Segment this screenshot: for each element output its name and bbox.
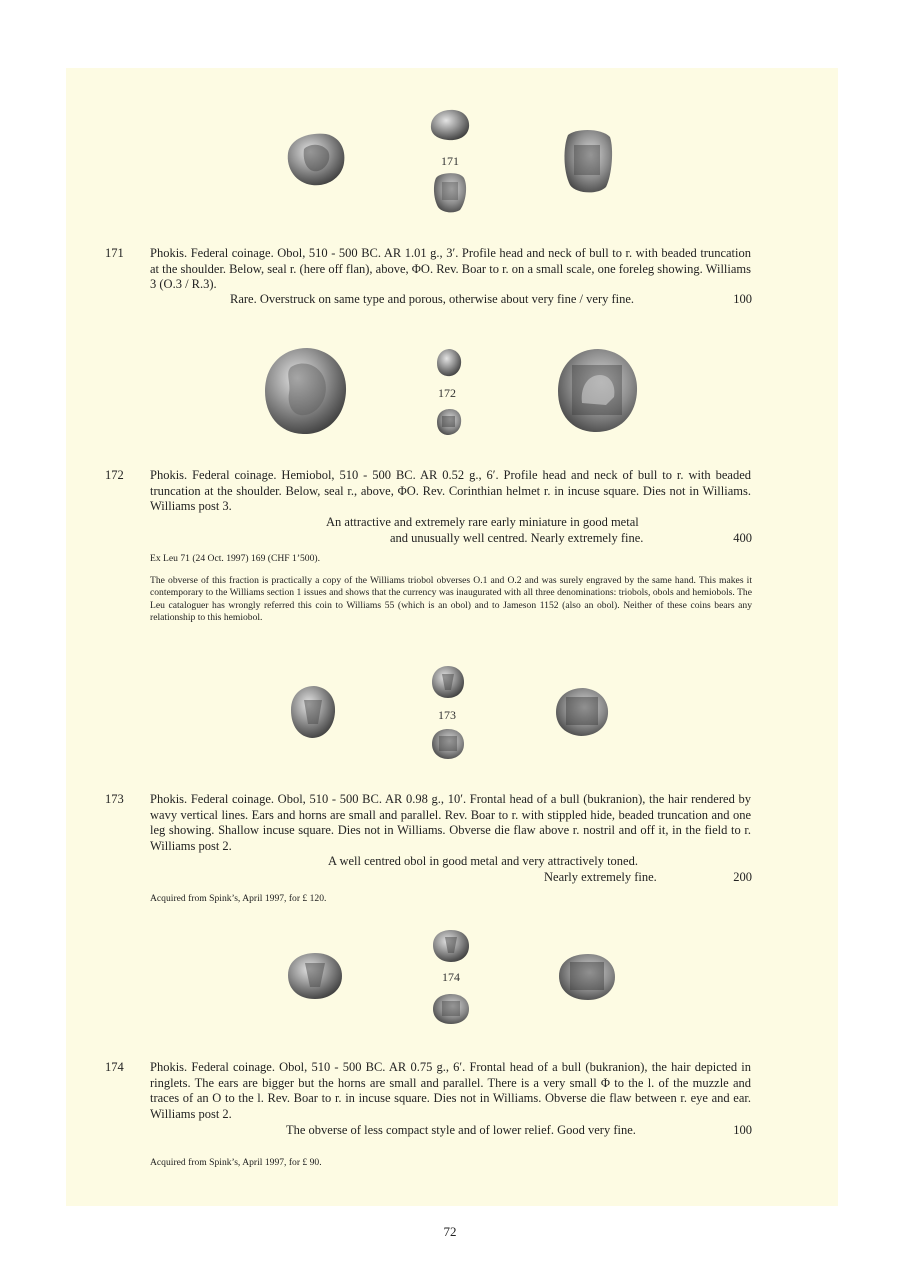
lot-173-price: 200 (733, 870, 752, 884)
lot-172-summary-line-1: An attractive and extremely rare early miniature in good metal (326, 515, 639, 529)
lot-172-description: Phokis. Federal coinage. Hemiobol, 510 - 500 BC. AR 0.52 g., 6′. Profile head and neck of bull to r. with beaded truncation at the shoulder. Below, seal r., above, ΦO. Rev. Corinthian helmet r. in incuse square. Dies not in Williams. Williams post 3. (150, 468, 751, 514)
lot-172-price: 400 (733, 531, 752, 545)
lot-174-image-label: 174 (442, 970, 460, 984)
coin-173-reverse-small (430, 727, 466, 761)
coin-174-obverse-large (285, 951, 345, 1001)
coin-172-obverse-large (261, 345, 349, 437)
lot-171-summary: Rare. Overstruck on same type and porous, otherwise about very fine / very fine. (230, 292, 635, 306)
lot-171-description: Phokis. Federal coinage. Obol, 510 - 500 BC. AR 1.01 g., 3′. Profile head and neck of bull to r. with beaded truncation at the shoulder. Below, seal r. (here off flan), above, ΦO. Rev. Boar to r. on a small scale, one foreleg showing. Williams 3 (O.3 / R.3). (150, 246, 751, 292)
coin-174-obverse-small (431, 928, 471, 964)
coin-171-reverse-small (432, 170, 468, 214)
lot-171-price: 100 (733, 292, 752, 306)
lot-171-image-label: 171 (441, 154, 459, 168)
coin-173-obverse-large (288, 684, 338, 740)
catalogue-panel (66, 68, 838, 1206)
coin-171-reverse-large (562, 127, 614, 195)
coin-172-obverse-small (435, 348, 463, 378)
coin-171-obverse-small (428, 107, 472, 143)
lot-174-summary: The obverse of less compact style and of lower relief. Good very fine. (286, 1123, 636, 1137)
lot-172-commentary: The obverse of this fraction is practically a copy of the Williams triobol obverses O.1 and O.2 and was surely engraved by the same hand. This makes it contemporary to the Williams section 1 issues and shows that the currency was inaugurated with all three denominations: triobols, obols and hemiobols. The Leu cataloguer has wrongly referred this coin to Williams 55 (which is an obol) and to Jameson 1152 (also an obol). Neither of these coins bears any relationship to this hemiobol. (150, 575, 752, 624)
lot-174-price: 100 (733, 1123, 752, 1137)
coin-171-obverse-large (282, 129, 348, 189)
lot-173-number: 173 (105, 792, 124, 806)
coin-174-reverse-small (431, 992, 471, 1026)
lot-172-image-label: 172 (438, 386, 456, 400)
lot-171-number: 171 (105, 246, 124, 260)
coin-174-reverse-large (556, 952, 618, 1002)
lot-174-provenance: Acquired from Spink’s, April 1997, for £ 90. (150, 1157, 322, 1168)
lot-174-number: 174 (105, 1060, 124, 1074)
lot-172-summary-line-2: and unusually well centred. Nearly extremely fine. (390, 531, 644, 545)
lot-173-summary-line-1: A well centred obol in good metal and very attractively toned. (328, 854, 638, 868)
coin-172-reverse-large (554, 347, 640, 435)
coin-172-reverse-small (435, 408, 463, 436)
coin-173-reverse-large (553, 686, 611, 738)
lot-172-number: 172 (105, 468, 124, 482)
coin-173-obverse-small (430, 664, 466, 700)
lot-173-summary-line-2: Nearly extremely fine. (544, 870, 657, 884)
lot-174-description: Phokis. Federal coinage. Obol, 510 - 500 BC. AR 0.75 g., 6′. Frontal head of a bull (bukranion), the hair depicted in ringlets. The ears are bigger but the horns are small and parallel. There is a very small Φ to the l. of the muzzle and traces of an O to the l. Rev. Boar to r. in incuse square. Dies not in Williams. Obverse die flaw between r. eye and ear. Williams post 2. (150, 1060, 751, 1121)
lot-173-description: Phokis. Federal coinage. Obol, 510 - 500 BC. AR 0.98 g., 10′. Frontal head of a bull (bukranion), the hair rendered by wavy vertical lines. Ears and horns are small and parallel. Rev. Boar to r. with stippled hide, beaded truncation and one leg showing. Shallow incuse square. Dies not in Williams. Obverse die flaw above r. nostril and off it, in the field to r. Williams post 2. (150, 792, 751, 853)
lot-172-provenance: Ex Leu 71 (24 Oct. 1997) 169 (CHF 1’500). (150, 553, 320, 564)
lot-173-provenance: Acquired from Spink’s, April 1997, for £ 120. (150, 893, 327, 904)
lot-173-image-label: 173 (438, 708, 456, 722)
page-number: 72 (443, 1224, 457, 1239)
